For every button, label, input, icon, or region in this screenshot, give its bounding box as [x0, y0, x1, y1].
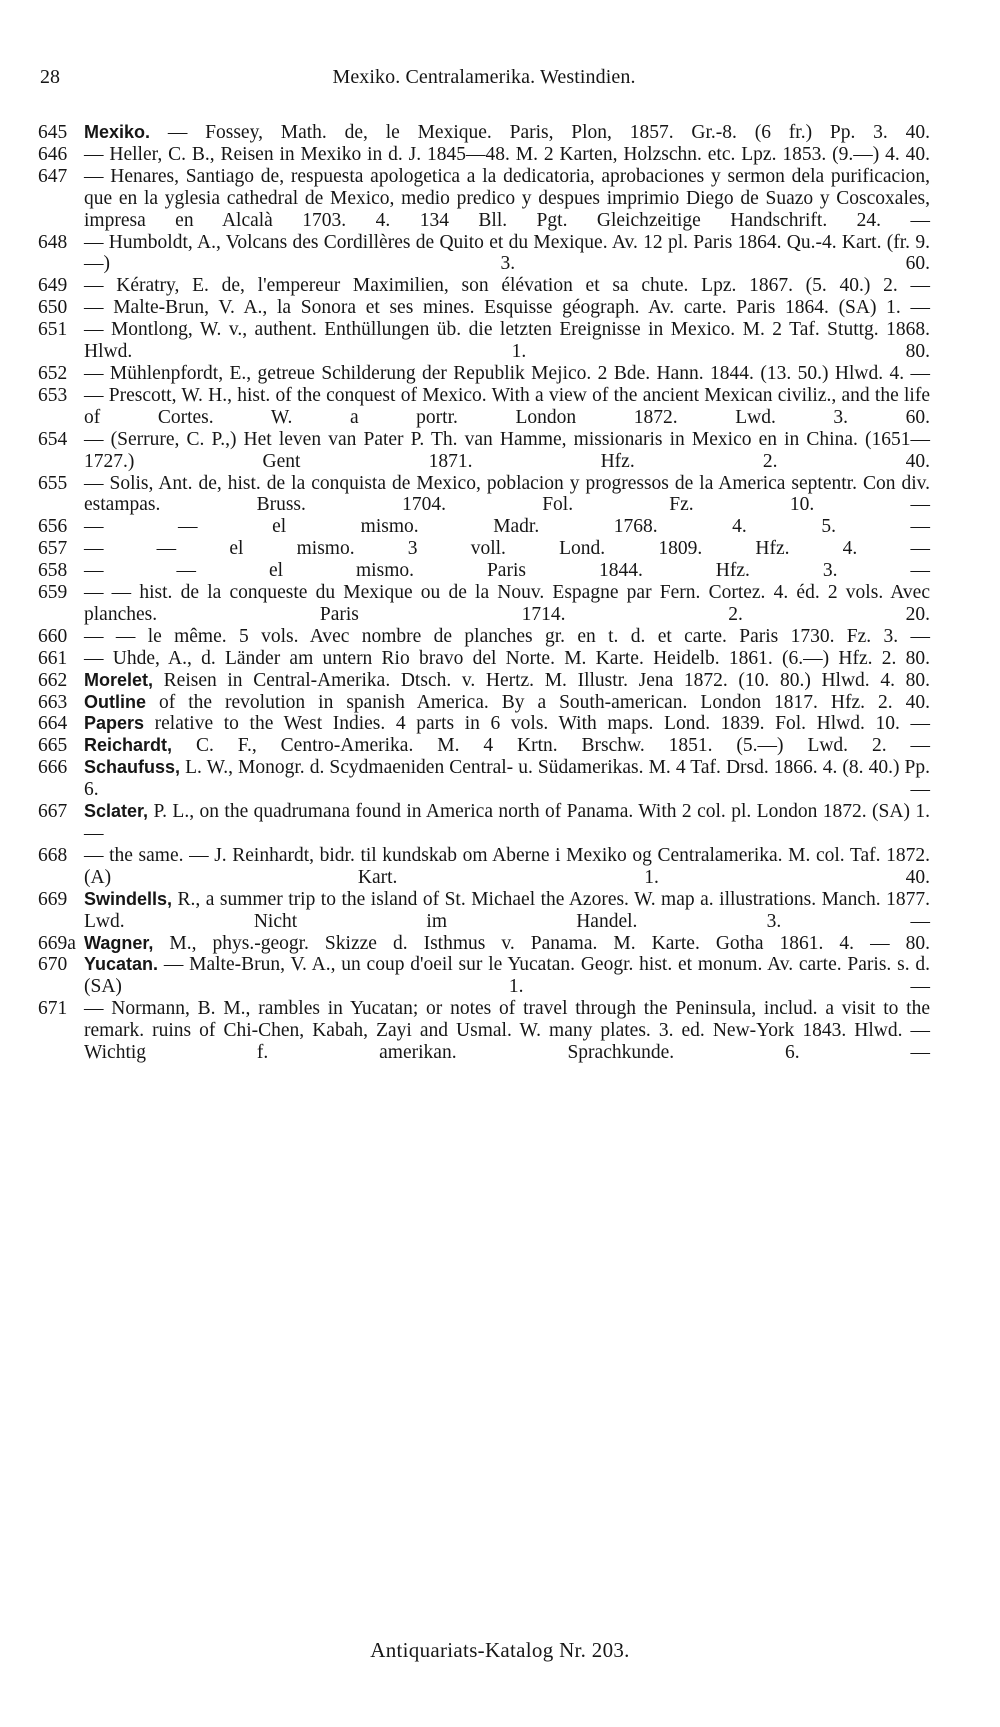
entry-text: — Prescott, W. H., hist. of the conquest of Mexico. With a view of the ancient Mexican civiliz., and the life of Cortes. W. a portr. London 1872. Lwd. 3. 60.: [84, 384, 930, 428]
entry-number: 647: [38, 165, 68, 187]
entry-text: — Malte-Brun, V. A., la Sonora et ses mines. Esquisse géograph. Av. carte. Paris 1864. (SA) 1. —: [84, 297, 930, 319]
entry-heading: Sclater,: [84, 801, 149, 822]
entry-text: — Mühlenpfordt, E., getreue Schilderung der Republik Mejico. 2 Bde. Hann. 1844. (13. 50.) Hlwd. 4. —: [84, 362, 930, 384]
entry-number: 671: [38, 998, 68, 1020]
entry-heading: Mexiko.: [84, 122, 151, 142]
catalog-entry: [38, 692, 930, 714]
entry-text: — Solis, Ant. de, hist. de la conquista de Mexico, poblacion y progressos de la America septentr. Con div. estampas. Bruss. 1704. Fol. Fz. 10. —: [84, 472, 930, 516]
entry-number: 669: [38, 888, 68, 910]
catalog-entry: [38, 297, 930, 319]
entry-number: 667: [38, 801, 68, 823]
entry-text: relative to the West Indies. 4 parts in 6 vols. With maps. Lond. 1839. Fol. Hlwd. 10. —: [144, 713, 930, 735]
catalog-entry: [38, 538, 930, 560]
entry-text: C. F., Centro-Amerika. M. 4 Krtn. Brschw. 1851. (5.—) Lwd. 2. —: [172, 735, 930, 757]
catalog-entry: [38, 889, 930, 933]
catalog-entry: [38, 998, 930, 1064]
entry-number: 655: [38, 472, 68, 494]
entry-number: 663: [38, 691, 68, 713]
catalog-entry: [38, 560, 930, 582]
entry-number: 662: [38, 669, 68, 691]
running-title: Mexiko. Centralamerika. Westindien.: [332, 66, 636, 88]
entry-text: — Montlong, W. v., authent. Enthüllungen üb. die letzten Ereignisse in Mexico. M. 2 Taf. Stuttg. 1868. Hlwd. 1. 80.: [84, 319, 930, 363]
catalog-entry: [38, 735, 930, 757]
entry-number: 650: [38, 297, 68, 319]
entry-text: — — el mismo. Paris 1844. Hfz. 3. —: [84, 560, 930, 582]
entry-number: 661: [38, 647, 68, 669]
entry-number: 651: [38, 319, 68, 341]
catalog-entry: [38, 319, 930, 363]
entry-text: — Humboldt, A., Volcans des Cordillères de Quito et du Mexique. Av. 12 pl. Paris 1864. Qu.-4. Kart. (fr. 9.—) 3. 60.: [84, 231, 930, 275]
entry-heading: Swindells,: [84, 888, 173, 909]
entry-heading: Yucatan.: [84, 954, 159, 975]
entry-number: 664: [38, 713, 68, 735]
catalog-entry: [38, 933, 930, 955]
entry-text: — Henares, Santiago de, respuesta apologetica a la dedicatoria, aprobaciones y sermon dela purificacion, que en la yglesia cathedral de Mexico, medio predico y despues imprimio Diego de Suazo y Coscoxales, impresa en Alcalà 1703. 4. 134 Bll. Pgt. Gleichzeitige Handschrift. 24. —: [84, 165, 930, 231]
catalog-entry: [38, 648, 930, 670]
catalog-entry: [38, 757, 930, 801]
catalog-entry: [38, 801, 930, 845]
entry-number: 654: [38, 428, 68, 450]
entry-number: 653: [38, 384, 68, 406]
entry-text: — — hist. de la conqueste du Mexique ou de la Nouv. Espagne par Fern. Cortez. 4. éd. 2 vols. Avec planches. Paris 1714. 2. 20.: [84, 582, 930, 625]
catalog-entry: [38, 166, 930, 232]
catalog-entry: [38, 845, 930, 889]
catalog-entry: [38, 232, 930, 276]
entry-number: 649: [38, 275, 68, 297]
catalog-entries: [38, 122, 930, 1064]
entry-text: — Fossey, Math. de, le Mexique. Paris, Plon, 1857. Gr.-8. (6 fr.) Pp. 3. 40.: [150, 122, 930, 143]
catalog-entry: [38, 122, 930, 144]
catalog-entry: [38, 582, 930, 626]
catalog-entry: [38, 144, 930, 166]
entry-text: Reisen in Central-Amerika. Dtsch. v. Hertz. M. Illustr. Jena 1872. (10. 80.) Hlwd. 4. 80.: [153, 669, 930, 691]
catalog-entry: [38, 626, 930, 648]
entry-number: 656: [38, 516, 68, 538]
entry-heading: Schaufuss,: [84, 757, 181, 778]
entry-text: — Normann, B. M., rambles in Yucatan; or notes of travel through the Peninsula, includ. a visit to the remark. ruins of Chi-Chen, Kabah, Zayi and Usmal. W. many plates. 3. ed. New-York 1843. Hlwd. — Wichtig f. amerikan. Sprachkunde. 6. —: [84, 998, 930, 1064]
catalog-entry: [38, 363, 930, 385]
entry-text: P. L., on the quadrumana found in America north of Panama. With 2 col. pl. London 1872. (SA) 1. —: [84, 801, 930, 844]
entry-number: 670: [38, 954, 68, 976]
entry-number: 660: [38, 625, 68, 647]
catalog-entry: [38, 385, 930, 429]
catalog-entry: [38, 473, 930, 517]
entry-text: M., phys.-geogr. Skizze d. Isthmus v. Panama. M. Karte. Gotha 1861. 4. — 80.: [153, 932, 930, 954]
entry-number: 659: [38, 582, 68, 604]
entry-number: 668: [38, 844, 68, 866]
page-number: 28: [40, 66, 60, 88]
entry-number: 648: [38, 231, 68, 253]
entry-heading: Morelet,: [84, 669, 154, 690]
entry-number: 669a: [38, 932, 76, 954]
catalog-entry: [38, 954, 930, 998]
catalog-footer: Antiquariats-Katalog Nr. 203.: [370, 1638, 630, 1662]
entry-text: — Kératry, E. de, l'empereur Maximilien, son élévation et sa chute. Lpz. 1867. (5. 40.) 2. —: [84, 275, 930, 297]
entry-number: 652: [38, 362, 68, 384]
entry-text: R., a summer trip to the island of St. Michael the Azores. W. map a. illustrations. Manch. 1877. Lwd. Nicht im Handel. 3. —: [84, 888, 930, 932]
entry-text: — — el mismo. 3 voll. Lond. 1809. Hfz. 4. —: [84, 538, 930, 560]
entry-text: — — le même. 5 vols. Avec nombre de planches gr. en t. d. et carte. Paris 1730. Fz. 3. —: [84, 625, 930, 647]
catalog-entry: [38, 275, 930, 297]
catalog-entry: [38, 713, 930, 735]
entry-number: 657: [38, 538, 68, 560]
entry-number: 646: [38, 143, 68, 165]
entry-text: — (Serrure, C. P.,) Het leven van Pater P. Th. van Hamme, missionaris in Mexico en in China. (1651—1727.) Gent 1871. Hfz. 2. 40.: [84, 428, 930, 472]
entry-heading: Wagner,: [84, 932, 154, 953]
entry-number: 645: [38, 122, 68, 143]
entry-text: — Uhde, A., d. Länder am untern Rio bravo del Norte. M. Karte. Heidelb. 1861. (6.—) Hfz. 2. 80.: [84, 647, 930, 669]
entry-number: 658: [38, 560, 68, 582]
catalog-entry: [38, 670, 930, 692]
entry-number: 665: [38, 735, 68, 757]
entry-text: L. W., Monogr. d. Scydmaeniden Central- u. Südamerikas. M. 4 Taf. Drsd. 1866. 4. (8. 40.) Pp. 6. —: [84, 757, 930, 801]
entry-number: 666: [38, 757, 68, 779]
entry-heading: Reichardt,: [84, 735, 173, 756]
entry-text: — — el mismo. Madr. 1768. 4. 5. —: [84, 516, 930, 538]
page-header: [40, 66, 928, 96]
catalog-entry: [38, 429, 930, 473]
catalog-entry: [38, 516, 930, 538]
entry-text: — Malte-Brun, V. A., un coup d'oeil sur le Yucatan. Geogr. hist. et monum. Av. carte. Paris. s. d. (SA) 1. —: [84, 954, 930, 998]
entry-text: — the same. — J. Reinhardt, bidr. til kundskab om Aberne i Mexiko og Centralamerika. M. col. Taf. 1872. (A) Kart. 1. 40.: [84, 844, 930, 888]
entry-text: — Heller, C. B., Reisen in Mexiko in d. J. 1845—48. M. 2 Karten, Holzschn. etc. Lpz. 1853. (9.—) 4. 40.: [84, 143, 930, 165]
entry-text: of the revolution in spanish America. By a South-american. London 1817. Hfz. 2. 40.: [146, 691, 930, 713]
entry-heading: Outline: [84, 691, 146, 712]
entry-heading: Papers: [84, 713, 145, 734]
